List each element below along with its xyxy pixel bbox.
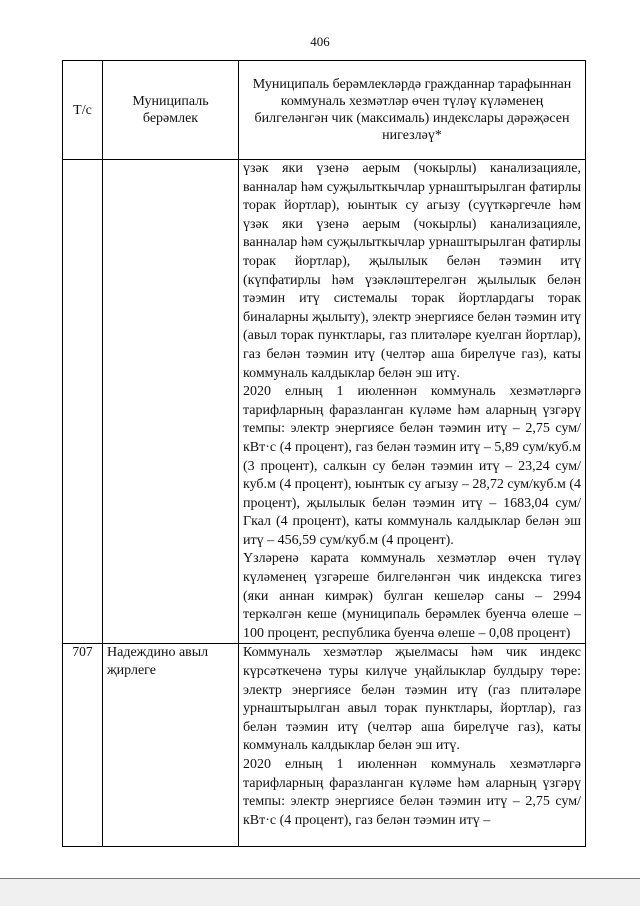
table-header-row	[63, 61, 586, 160]
indices-table	[62, 60, 586, 847]
paragraph: 2020 елның 1 июленнән коммуналь хезмәтләргә тарифларның фаразланган күләме һәм аларның үзгәрү темпы: электр энергиясе белән тәэмин итү – 2,75 сум/кВт·с (4 процент), газ белән тәэмин итү – 5,89 сум/куб.м (3 процент), салкын су белән тәэмин итү – 23,24 сум/куб.м (4 процент), юынтык су агызу – 28,72 сум/куб.м (4 процент), җылылык белән тәэмин итү – 1683,04 сум/Гкал (4 процент), каты коммуналь калдыклар белән эш итү – 456,59 сум/куб.м (4 процент).	[243, 384, 582, 548]
header-number: Т/с	[63, 61, 103, 160]
paragraph: Үзләренә карата коммуналь хезмәтләр өчен түләү күләменең үзгәреше билгеләнгән чик индекска тигез (яки аннан кимрәк) булган кешеләр саны – 2994 теркәлгән кеше (муниципаль берәмлек буенча өлеше – 100 процент, республика буенча өлеше – 0,08 процент)	[243, 551, 581, 641]
row-justification	[239, 644, 586, 847]
row-number	[63, 160, 103, 644]
row-municipality: Надеждино авыл җирлеге	[103, 644, 239, 847]
header-justification: Муниципаль берәмлекләрдә гражданнар тарафыннан коммуналь хезмәтләр өчен түләү күләменең билгеләнгән чик (максималь) индекслары дәрәҗәсен нигезләү*	[239, 61, 586, 160]
scan-edge	[0, 878, 640, 906]
row-number: 707	[63, 644, 103, 847]
paragraph: Коммуналь хезмәтләр җыелмасы һәм чик индекс күрсәткеченә туры килүче уңайлыклар булдыру төре: электр энергиясе белән тәэмин итү (газ плитәләре урнаштырылган авыл торак пунктлары, йортлар), газ белән тәэмин итү (челтәр аша бирелүче газ), каты коммуналь калдыклар белән эш итү.	[243, 645, 581, 754]
paragraph: үзәк яки үзенә аерым (чокырлы) канализацияле, ванналар һәм суҗылыткычлар урнаштырылган фатирлы торак йортлар), юынтык су агызу (суүткәргечле һәм үзәк яки үзенә аерым (чокырлы) канализацияле, ванналар һәм суҗылыткычлар урнаштырылган фатирлы торак йортлар), җылылык белән тәэмин итү (күпфатирлы һәм үзәкләштерелгән җылылык белән тәэмин итү системалы торак йортлардагы торак биналарны җылыту), электр энергиясе белән тәэмин итү (авыл торак пунктлары, газ плитәләре куелган йортлар), газ белән тәэмин итү (челтәр аша бирелүче газ), каты коммуналь калдыклар белән эш итү.	[243, 161, 581, 381]
row-municipality	[103, 160, 239, 644]
table-row	[63, 644, 586, 847]
header-municipality: Муниципаль берәмлек	[103, 61, 239, 160]
page-number: 406	[310, 34, 330, 49]
table-row	[63, 160, 586, 644]
row-justification	[239, 160, 586, 644]
paragraph: 2020 елның 1 июленнән коммуналь хезмәтләргә тарифларның фаразланган күләме һәм аларның үзгәрү темпы: электр энергиясе белән тәэмин итү – 2,75 сум/кВт·с (4 процент), газ белән тәэмин итү –	[243, 757, 581, 828]
